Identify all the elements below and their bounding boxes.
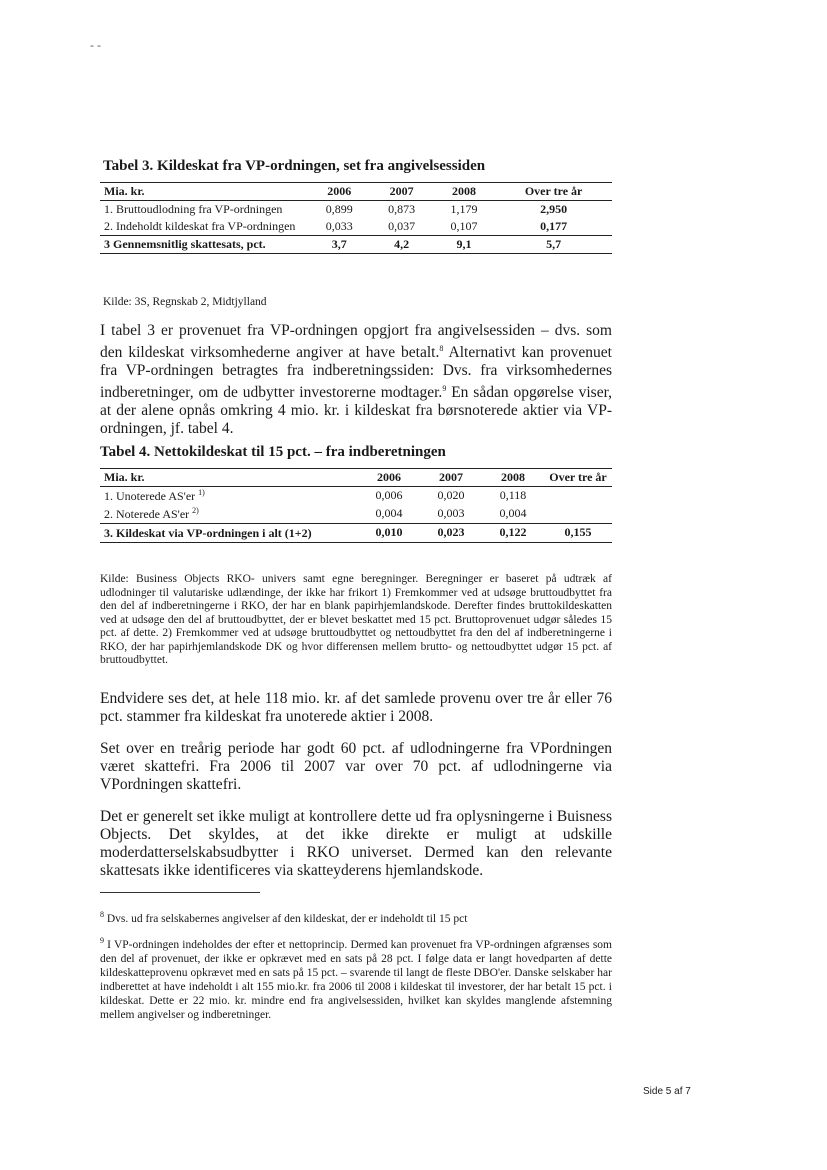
- cell: 0,033: [325, 219, 353, 233]
- footnote-marker: 1): [198, 488, 205, 497]
- table3-source: Kilde: 3S, Regnskab 2, Midtjylland: [103, 296, 267, 308]
- cell: 0,122: [499, 525, 527, 539]
- cell: 5,7: [546, 237, 562, 251]
- cell: 0,006: [375, 488, 403, 502]
- page-number: Side 5 af 7: [643, 1086, 691, 1097]
- cell: 0,899: [325, 202, 353, 216]
- footnote-text: Dvs. ud fra selskabernes angivelser af den kildeskat, der er indeholdt til 15 pct: [106, 912, 468, 925]
- row-label: 1. Bruttoudlodning fra VP-ordningen: [104, 202, 283, 216]
- cell: 0,177: [540, 219, 568, 233]
- row-label: 2. Noterede AS'er: [104, 507, 190, 521]
- table4-header: 2007: [439, 470, 463, 484]
- footnote: [100, 934, 612, 1022]
- cell: [544, 505, 612, 524]
- cell: 1,179: [450, 202, 478, 216]
- table-row: [100, 487, 612, 506]
- footnote-number: 9: [100, 936, 104, 945]
- cell: 0,107: [450, 219, 478, 233]
- footnote-ref: 9: [442, 384, 447, 394]
- row-label: 3. Kildeskat via VP-ordningen i alt (1+2): [104, 526, 312, 540]
- cell: 0,010: [375, 525, 403, 539]
- cell: 0,004: [375, 506, 403, 520]
- table3-title: Tabel 3. Kildeskat fra VP-ordningen, set fra angivelsessiden: [103, 158, 486, 174]
- paragraph: Det er generelt set ikke muligt at kontrollere dette ud fra oplysningerne i Buisness Objects. Det skyldes, at det ikke direkte er muligt at udskille moderdatterselskabsudbytter i RKO universet. Dermed kan den relevante skattesats ikke identificeres via skatteyderens hjemlandskode.: [100, 808, 612, 879]
- table4-source: Kilde: Business Objects RKO- univers samt egne beregninger. Beregninger er baseret på udtræk af udlodninger til valutariske udlændinge, der ikke har frikort 1) Fremkommer ved at udsøge bruttoudbyttet fra den del af indberetningerne i RKO, der har en blank papirhjemlandskode. Derefter findes bruttokildeskatten ved at udsøge den del af bruttoudbyttet, der er blevet beskattet med 15 pct. Bruttoprovenuet udgør således 15 pct. af dette. 2) Fremkommer ved at udsøge bruttoudbyttet og nettoudbyttet fra den del af indberetningerne i RKO, der har papirhjemlandskode DK og hvor differensen mellem brutto- og nettoudbyttet udgør 15 pct. af bruttoudbyttet.: [100, 573, 612, 666]
- table-row: [100, 218, 612, 236]
- cell: 9,1: [456, 237, 472, 251]
- table-row: [100, 505, 612, 524]
- paragraph: Endvidere ses det, at hele 118 mio. kr. af det samlede provenu over tre år eller 76 pct. stammer fra kildeskat fra unoterede aktier i 2008.: [100, 690, 612, 725]
- cell: 0,118: [499, 488, 527, 502]
- paragraph-text: En sådan opgørelse viser, at der alene opnås omkring 4 mio. kr. i kildeskat fra børsnoterede aktier via VP-ordningen, jf. tabel 4.: [100, 384, 612, 438]
- table3-header: 2008: [451, 184, 476, 198]
- cell: 3,7: [331, 237, 347, 251]
- row-label: 2. Indeholdt kildeskat fra VP-ordningen: [104, 219, 296, 233]
- cell: 0,003: [437, 506, 465, 520]
- page-mark: - -: [90, 38, 101, 52]
- cell: 2,950: [540, 202, 568, 216]
- footnote-number: 8: [100, 910, 104, 919]
- cell: 0,023: [437, 525, 465, 539]
- table-row: [100, 201, 612, 219]
- cell: [544, 487, 612, 506]
- cell: 0,155: [564, 525, 592, 539]
- table4-title: Tabel 4. Nettokildeskat til 15 pct. – fra indberetningen: [100, 444, 446, 460]
- cell: 0,873: [388, 202, 416, 216]
- table-row: [100, 236, 612, 254]
- paragraph-text: I tabel 3 er provenuet fra VP-ordningen opgjort fra angivelsessiden – dvs. som den kildeskat virksomhederne angiver at have betalt.: [100, 322, 612, 362]
- footnote-marker: 2): [192, 506, 199, 515]
- footnote-ref: 8: [439, 344, 444, 353]
- table3-header: Mia. kr.: [104, 184, 145, 198]
- table4: [100, 468, 612, 543]
- table3: [100, 182, 612, 254]
- table4-header: 2006: [377, 470, 401, 484]
- table3-header: 2006: [327, 184, 352, 198]
- paragraph-text: Alternativt kan provenuet fra VP-ordningen betragtes fra indberetningssiden: Dvs. fra virksomhedernes indberetninger, om de udbytter investorerne modtager.: [100, 344, 612, 402]
- footnote-separator: [100, 892, 260, 893]
- row-label: 3 Gennemsnitlig skattesats, pct.: [104, 237, 266, 251]
- cell: 0,037: [388, 219, 416, 233]
- row-label: 1. Unoterede AS'er: [104, 489, 196, 503]
- footnote-text: I VP-ordningen indeholdes der efter et nettoprincip. Dermed kan provenuet fra VP-ordningen afgrænses som den del af provenuet, der ikke er opkrævet med en sats på 28 pct. I følge data er langt hovedparten af dette kildeskatteprovenu opkrævet med en sats på 15 pct. – svarende til langt de fleste DBO'er. Danske selskaber har indberettet at have indeholdt i alt 155 mio.kr. fra 2006 til 2008 i kildeskat til investorer, der har betalt 15 pct. i kildeskat. Dette er 22 mio. kr. mindre end fra angivelsessiden, hvilket kan skyldes manglende afstemning mellem angivelser og indberetninger.: [100, 938, 612, 1021]
- paragraph: [100, 322, 612, 438]
- paragraph: Set over en treårig periode har godt 60 pct. af udlodningerne fra VPordningen været skattefri. Fra 2006 til 2007 var over 70 pct. af udlodningerne via VPordningen skattefri.: [100, 740, 612, 793]
- table4-header: Over tre år: [549, 470, 607, 484]
- cell: 0,004: [499, 506, 527, 520]
- table3-header: Over tre år: [524, 184, 583, 198]
- table4-header: Mia. kr.: [104, 470, 145, 484]
- footnote: [100, 908, 612, 926]
- cell: 0,020: [437, 488, 465, 502]
- cell: 4,2: [394, 237, 410, 251]
- table-row: [100, 524, 612, 543]
- table3-header: 2007: [389, 184, 414, 198]
- table4-header: 2008: [501, 470, 525, 484]
